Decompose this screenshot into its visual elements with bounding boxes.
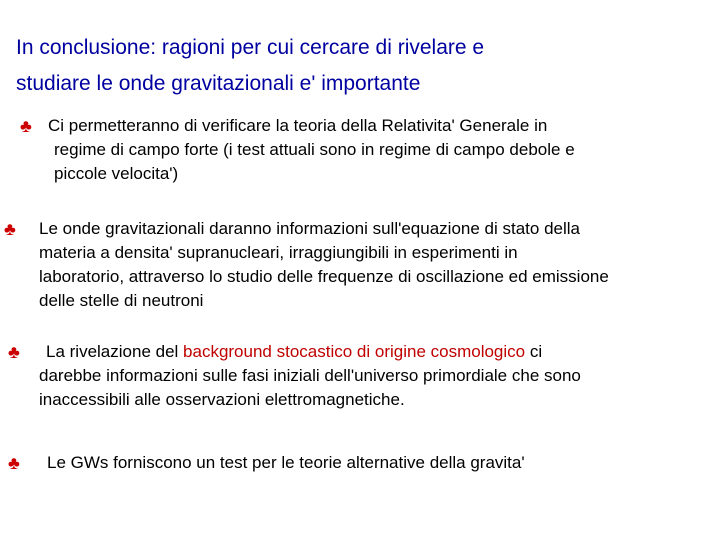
bullet-alternative-theories bbox=[47, 451, 525, 475]
bullet-text-line: materia a densita' supranucleari, irraggiungibili in esperimenti in bbox=[39, 243, 518, 262]
bullet-text-line: laboratorio, attraverso lo studio delle frequenze di oscillazione ed emissione bbox=[39, 267, 609, 286]
title-line-1: In conclusione: ragioni per cui cercare di rivelare e bbox=[16, 36, 485, 59]
bullet-text-line: regime di campo forte (i test attuali sono in regime di campo debole e bbox=[54, 140, 575, 159]
bullet-stochastic-background bbox=[39, 340, 581, 412]
bullet-text-line: Ci permetteranno di verificare la teoria della Relativita' Generale in bbox=[48, 116, 548, 135]
bullet-text-line: Le GWs forniscono un test per le teorie alternative della gravita' bbox=[47, 453, 525, 472]
slide-title bbox=[16, 30, 706, 102]
bullet-text-prefix: La rivelazione del bbox=[46, 342, 184, 361]
club-bullet-icon: ♣ bbox=[8, 453, 20, 473]
bullet-text-line: Le onde gravitazionali daranno informazioni sull'equazione di stato della bbox=[39, 219, 580, 238]
bullet-equation-of-state bbox=[39, 217, 609, 313]
bullet-text-line: piccole velocita') bbox=[54, 164, 179, 183]
bullet-text-line bbox=[39, 340, 581, 364]
club-bullet-icon: ♣ bbox=[8, 342, 20, 362]
bullet-text-line: darebbe informazioni sulle fasi iniziali dell'universo primordiale che sono bbox=[39, 366, 581, 385]
club-bullet-icon: ♣ bbox=[4, 219, 16, 239]
bullet-relativity bbox=[48, 114, 575, 186]
bullet-text-line: delle stelle di neutroni bbox=[39, 291, 204, 310]
bullet-text-line: inaccessibili alle osservazioni elettromagnetiche. bbox=[39, 390, 405, 409]
highlighted-text: background stocastico di origine cosmologico bbox=[183, 342, 526, 361]
title-line-2: studiare le onde gravitazionali e' importante bbox=[16, 72, 421, 95]
bullet-text-suffix: ci bbox=[525, 342, 543, 361]
club-bullet-icon: ♣ bbox=[20, 116, 32, 136]
